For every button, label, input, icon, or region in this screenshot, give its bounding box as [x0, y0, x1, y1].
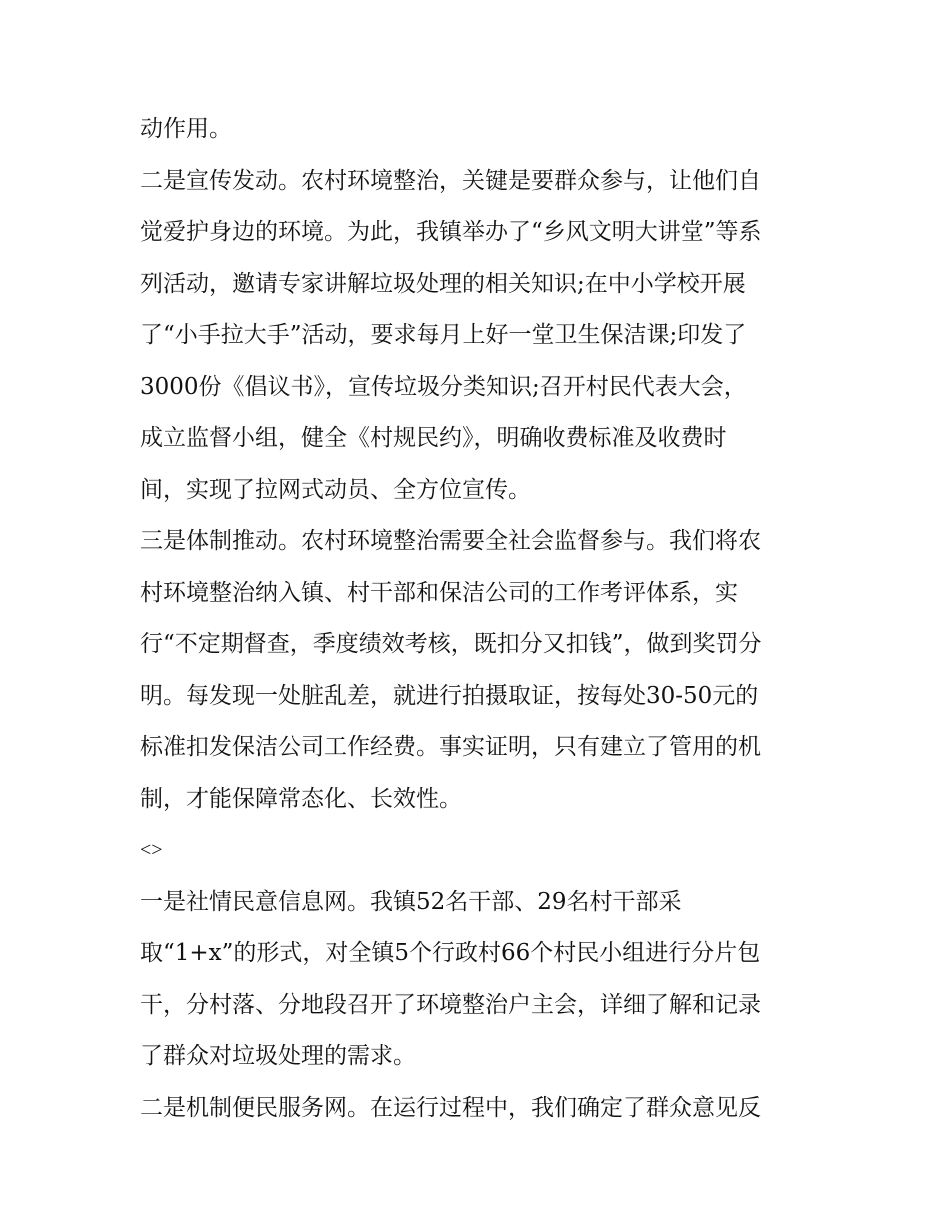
text-line: 间，实现了拉网式动员、全方位宣传。	[140, 476, 531, 503]
text-line: 了“小手拉大手”活动，要求每月上好一堂卫生保洁课;印发了	[140, 322, 747, 348]
text-line: 二是机制便民服务网。在运行过程中，我们确定了群众意见反	[140, 1094, 761, 1121]
text-line: 制，才能保障常态化、长效性。	[140, 785, 462, 812]
text-line: 三是体制推动。农村环境整治需要全社会监督参与。我们将农	[140, 528, 761, 554]
text-line: 3000份《倡议书》，宣传垃圾分类知识;召开村民代表大会，	[140, 373, 747, 400]
text-line: 标准扣发保洁公司工作经费。事实证明，只有建立了管用的机	[140, 734, 761, 760]
text-line: 二是宣传发动。农村环境整治，关键是要群众参与，让他们自	[140, 167, 761, 194]
text-line: 村环境整治纳入镇、村干部和保洁公司的工作考评体系，实	[140, 579, 738, 606]
text-line: 明。每发现一处脏乱差，就进行拍摄取证，按每处30-50元的	[140, 682, 759, 709]
text-line: 取“1+x”的形式，对全镇5个行政村66个村民小组进行分片包	[140, 940, 761, 966]
text-line: 动作用。	[140, 116, 232, 142]
text-line: 觉爱护身边的环境。为此，我镇举办了“乡风文明大讲堂”等系	[140, 219, 762, 245]
text-line: 成立监督小组，健全《村规民约》，明确收费标准及收费时	[140, 425, 727, 451]
text-line: 行“不定期督查，季度绩效考核，既扣分又扣钱”，做到奖罚分	[140, 631, 762, 657]
text-line: 一是社情民意信息网。我镇52名干部、29名村干部采	[140, 888, 682, 915]
text-line: 干，分村落、分地段召开了环境整治户主会，详细了解和记录	[140, 991, 761, 1018]
text-line: <>	[140, 839, 163, 861]
body-text	[140, 104, 830, 1134]
text-line: 列活动，邀请专家讲解垃圾处理的相关知识;在中小学校开展	[140, 270, 746, 297]
text-line: 了群众对垃圾处理的需求。	[140, 1043, 416, 1069]
